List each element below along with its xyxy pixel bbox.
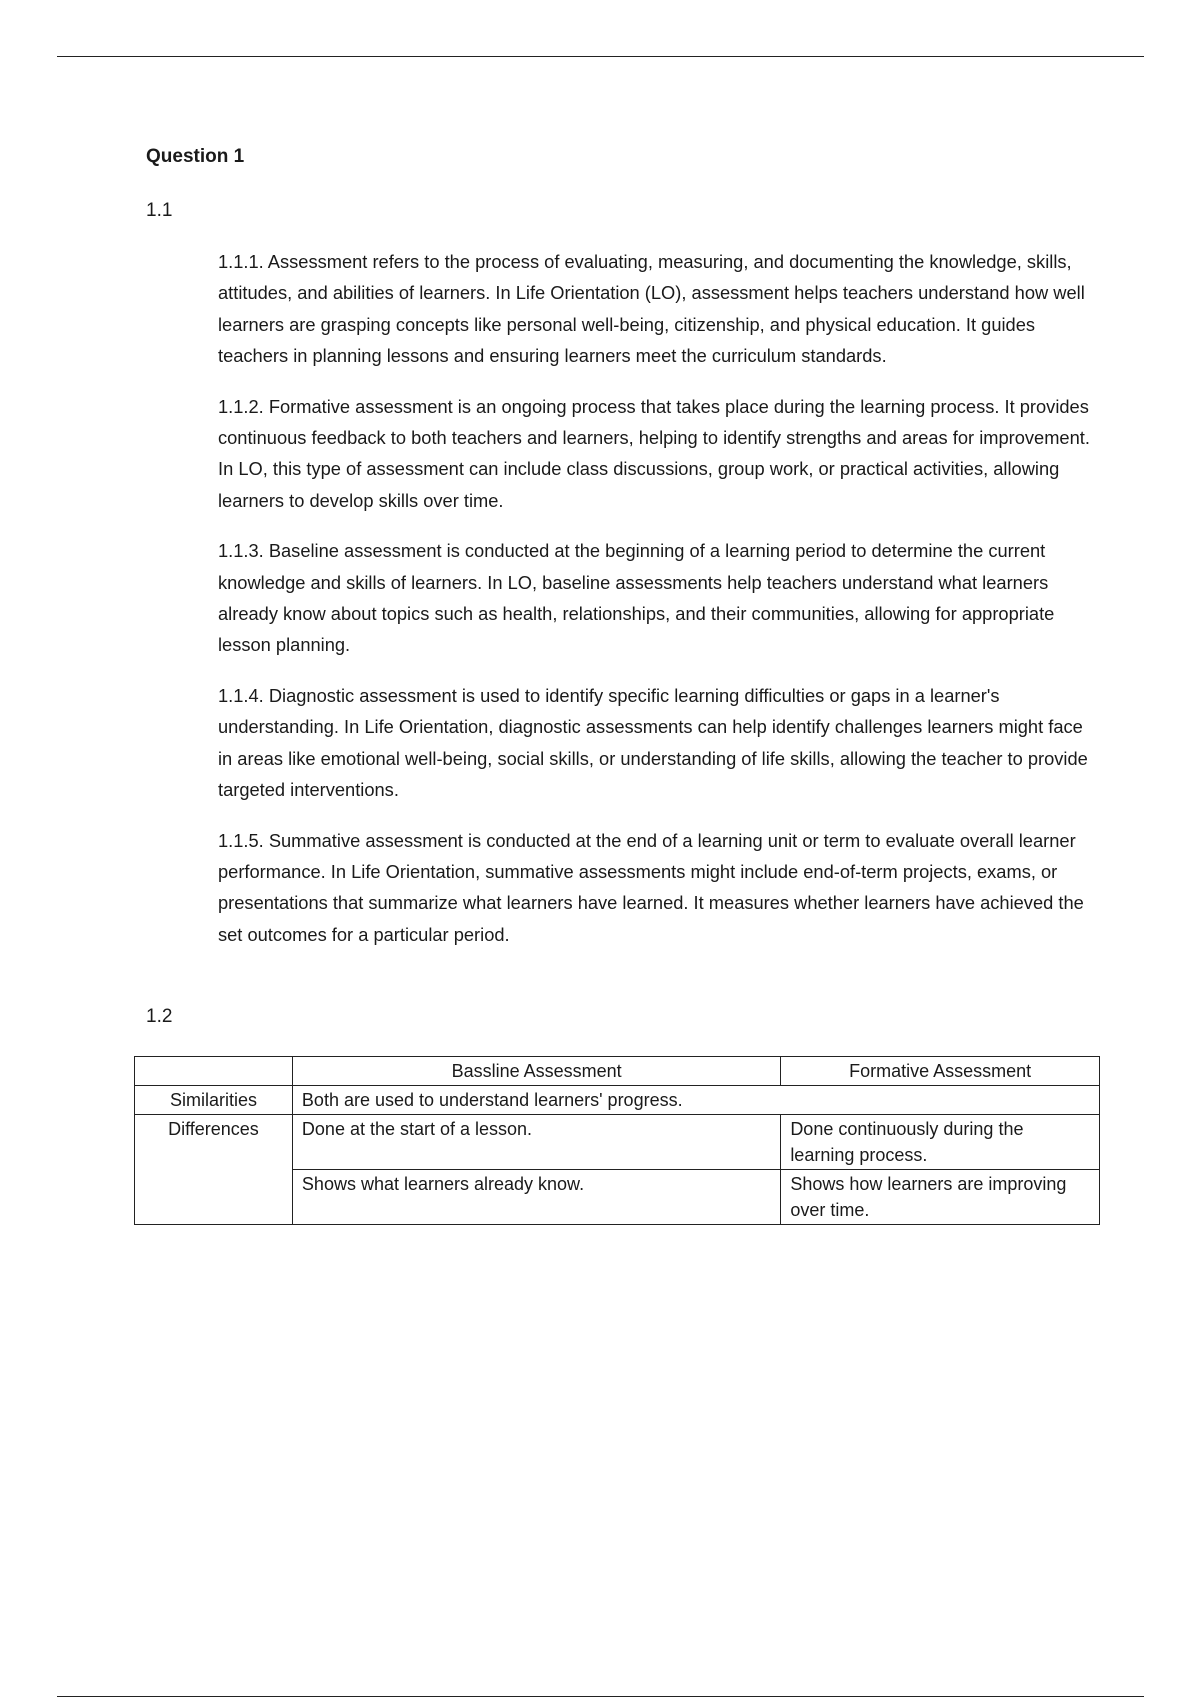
- section-label-1-1: 1.1: [146, 200, 173, 221]
- table-header-formative: Formative Assessment: [781, 1057, 1100, 1086]
- comparison-table: [134, 1056, 1100, 1225]
- table-header-baseline: Bassline Assessment: [292, 1057, 780, 1086]
- difference-formative-cell: Shows how learners are improving over time.: [781, 1170, 1100, 1225]
- table-row: [135, 1115, 1100, 1170]
- difference-baseline-cell: Shows what learners already know.: [292, 1170, 780, 1225]
- difference-formative-cell: Done continuously during the learning process.: [781, 1115, 1100, 1170]
- paragraph-1-1-1: 1.1.1. Assessment refers to the process of evaluating, measuring, and documenting the knowledge, skills, attitudes, and abilities of learners. In Life Orientation (LO), assessment helps teachers understand how well learners are grasping concepts like personal well-being, citizenship, and physical education. It guides teachers in planning lessons and ensuring learners meet the curriculum standards.: [218, 251, 1085, 367]
- paragraph-1-1-5: 1.1.5. Summative assessment is conducted at the end of a learning unit or term to evaluate overall learner performance. In Life Orientation, summative assessments might include end-of-term projects, exams, or presentations that summarize what learners have learned. It measures whether learners have achieved the set outcomes for a particular period.: [218, 829, 1084, 945]
- paragraph-1-1-2: 1.1.2. Formative assessment is an ongoing process that takes place during the learning process. It provides continuous feedback to both teachers and learners, helping to identify strengths and areas for improvement. In LO, this type of assessment can include class discussions, group work, or practical activities, allowing learners to develop skills over time.: [218, 395, 1090, 511]
- section-label-1-2: 1.2: [146, 1006, 173, 1027]
- similarities-label: Similarities: [135, 1086, 293, 1115]
- header-rule: [57, 56, 1144, 57]
- similarities-text: Both are used to understand learners' progress.: [292, 1086, 1099, 1115]
- table-header-row: [135, 1057, 1100, 1086]
- table-row: [135, 1086, 1100, 1115]
- paragraph-1-1-3: 1.1.3. Baseline assessment is conducted at the beginning of a learning period to determine the current knowledge and skills of learners. In LO, baseline assessments help teachers understand what learners already know about topics such as health, relationships, and their communities, allowing for appropriate lesson planning.: [218, 540, 1055, 656]
- paragraph-1-1-4: 1.1.4. Diagnostic assessment is used to identify specific learning difficulties or gaps in a learner's understanding. In Life Orientation, diagnostic assessments can help identify challenges learners might face in areas like emotional well-being, social skills, or understanding of life skills, allowing the teacher to provide targeted interventions.: [218, 684, 1088, 801]
- footer-rule: [57, 1696, 1144, 1697]
- answer-paragraphs: [218, 246, 1090, 969]
- differences-label: Differences: [135, 1115, 293, 1225]
- question-heading: Question 1: [146, 146, 245, 167]
- difference-baseline-cell: Done at the start of a lesson.: [292, 1115, 780, 1170]
- table-header-empty: [135, 1057, 293, 1086]
